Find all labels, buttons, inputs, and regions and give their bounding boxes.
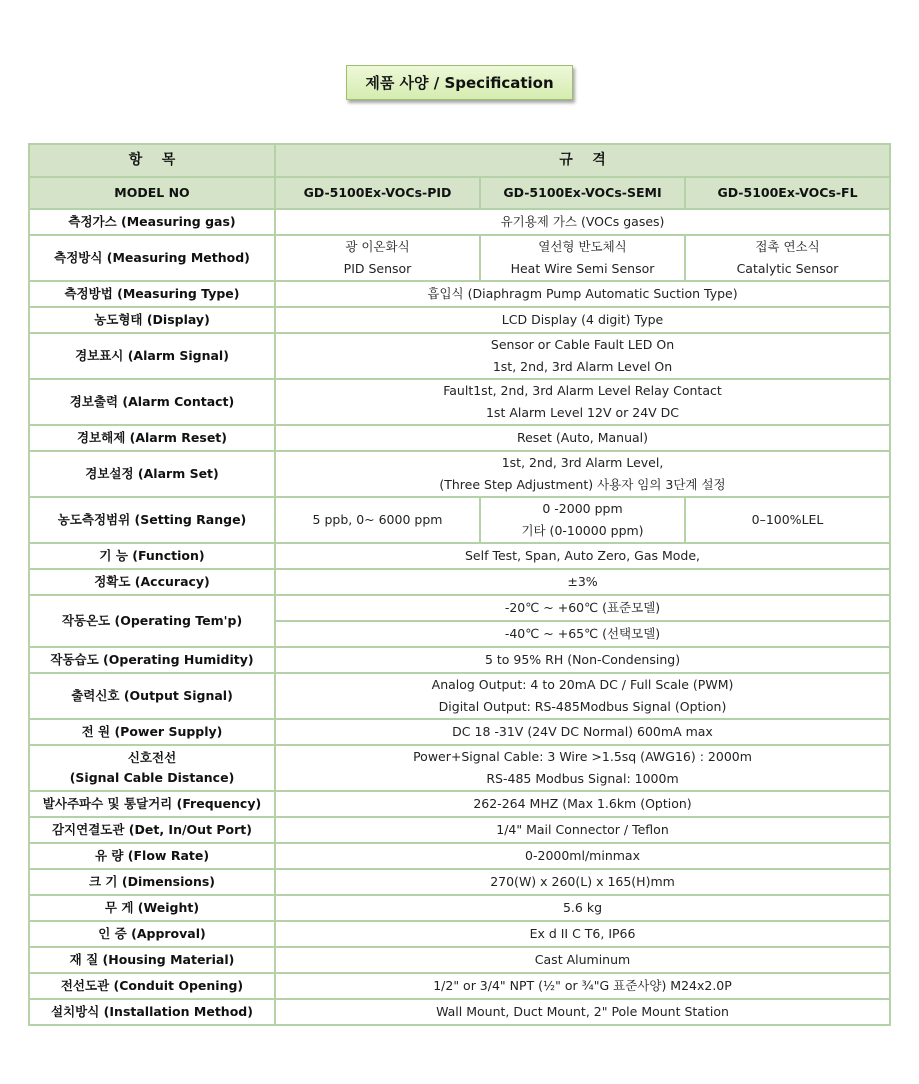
row-value: 흡입식 (Diaphragm Pump Automatic Suction Type) (275, 281, 890, 307)
row-label: 무 게 (Weight) (29, 895, 275, 921)
row-label: 감지연결도관 (Det, In/Out Port) (29, 817, 275, 843)
spec-row (29, 947, 890, 973)
row-label: 측정가스 (Measuring gas) (29, 209, 275, 235)
row-value: 유기용제 가스 (VOCs gases) (275, 209, 890, 235)
range-fl: 0–100%LEL (685, 497, 890, 543)
row-label: 유 량 (Flow Rate) (29, 843, 275, 869)
value-line: 접촉 연소식 (755, 239, 820, 254)
row-label: 측정방법 (Measuring Type) (29, 281, 275, 307)
value-line: Catalytic Sensor (736, 261, 839, 276)
value-line: PID Sensor (343, 261, 412, 276)
value-line: Fault1st, 2nd, 3rd Alarm Level Relay Contact (443, 383, 722, 398)
row-label: 경보표시 (Alarm Signal) (29, 333, 275, 379)
spec-row (29, 281, 890, 307)
row-label: 농도측정범위 (Setting Range) (29, 497, 275, 543)
value-line: -40℃ ~ +65℃ (선택모델) (276, 620, 889, 646)
value-line: (Three Step Adjustment) 사용자 임의 3단계 설정 (439, 477, 726, 492)
spec-row (29, 209, 890, 235)
spec-row (29, 497, 890, 543)
row-value: 5 to 95% RH (Non-Condensing) (275, 647, 890, 673)
method-semi (480, 235, 685, 281)
spec-row (29, 719, 890, 745)
row-value: Ex d II C T6, IP66 (275, 921, 890, 947)
row-value: 1/2" or 3/4" NPT (½" or ¾"G 표준사양) M24x2.0P (275, 973, 890, 999)
spec-row (29, 791, 890, 817)
spec-row (29, 745, 890, 791)
spec-row (29, 895, 890, 921)
row-label: 정확도 (Accuracy) (29, 569, 275, 595)
model-label: MODEL NO (29, 177, 275, 209)
row-label: 기 능 (Function) (29, 543, 275, 569)
model-semi: GD-5100Ex-VOCs-SEMI (480, 177, 685, 209)
model-pid: GD-5100Ex-VOCs-PID (275, 177, 480, 209)
spec-row (29, 235, 890, 281)
value-line: Heat Wire Semi Sensor (510, 261, 655, 276)
row-label: 전선도관 (Conduit Opening) (29, 973, 275, 999)
spec-row (29, 817, 890, 843)
range-semi (480, 497, 685, 543)
value-line: 광 이온화식 (345, 239, 410, 254)
row-label: 작동온도 (Operating Tem'p) (29, 595, 275, 647)
value-line: Digital Output: RS-485Modbus Signal (Option) (438, 699, 727, 714)
spec-row (29, 921, 890, 947)
row-label: 작동습도 (Operating Humidity) (29, 647, 275, 673)
row-label: 경보출력 (Alarm Contact) (29, 379, 275, 425)
page-title: 제품 사양 / Specification (346, 65, 573, 100)
spec-row (29, 673, 890, 719)
method-fl (685, 235, 890, 281)
row-value: 270(W) x 260(L) x 165(H)mm (275, 869, 890, 895)
row-value (275, 379, 890, 425)
spec-row (29, 543, 890, 569)
row-label: 크 기 (Dimensions) (29, 869, 275, 895)
spec-row (29, 451, 890, 497)
item-header: 항 목 (29, 144, 275, 177)
row-label: 설치방식 (Installation Method) (29, 999, 275, 1025)
row-value: Wall Mount, Duct Mount, 2" Pole Mount Station (275, 999, 890, 1025)
row-value: DC 18 -31V (24V DC Normal) 600mA max (275, 719, 890, 745)
row-value: Self Test, Span, Auto Zero, Gas Mode, (275, 543, 890, 569)
row-value: 262-264 MHZ (Max 1.6km (Option) (275, 791, 890, 817)
row-label: 농도형태 (Display) (29, 307, 275, 333)
row-value (275, 595, 890, 647)
row-value: Reset (Auto, Manual) (275, 425, 890, 451)
row-value (275, 333, 890, 379)
value-line: -20℃ ~ +60℃ (표준모델) (504, 600, 661, 615)
spec-header: 규 격 (275, 144, 890, 177)
value-line: Analog Output: 4 to 20mA DC / Full Scale (PWM) (431, 677, 734, 692)
row-value (275, 673, 890, 719)
row-value: 5.6 kg (275, 895, 890, 921)
value-line: 1st, 2nd, 3rd Alarm Level, (501, 455, 664, 470)
spec-row (29, 425, 890, 451)
row-value: Cast Aluminum (275, 947, 890, 973)
value-line: 0 -2000 ppm (542, 501, 623, 516)
value-line: RS-485 Modbus Signal: 1000m (486, 771, 679, 786)
model-fl: GD-5100Ex-VOCs-FL (685, 177, 890, 209)
row-label: 경보설정 (Alarm Set) (29, 451, 275, 497)
row-label: 측정방식 (Measuring Method) (29, 235, 275, 281)
spec-row (29, 647, 890, 673)
row-value: LCD Display (4 digit) Type (275, 307, 890, 333)
row-label: 인 증 (Approval) (29, 921, 275, 947)
spec-row (29, 973, 890, 999)
spec-row (29, 843, 890, 869)
row-value: 1/4" Mail Connector / Teflon (275, 817, 890, 843)
row-value (275, 745, 890, 791)
model-row (29, 177, 890, 209)
value-line: 1st, 2nd, 3rd Alarm Level On (492, 359, 673, 374)
row-value: 0-2000ml/minmax (275, 843, 890, 869)
row-label: 출력신호 (Output Signal) (29, 673, 275, 719)
row-label: 경보해제 (Alarm Reset) (29, 425, 275, 451)
row-value: ±3% (275, 569, 890, 595)
value-line: 기타 (0-10000 ppm) (521, 523, 644, 538)
spec-row (29, 333, 890, 379)
header-row (29, 144, 890, 177)
row-label: 발사주파수 및 통달거리 (Frequency) (29, 791, 275, 817)
row-value (275, 451, 890, 497)
spec-table (28, 143, 891, 1026)
spec-row (29, 869, 890, 895)
row-label (29, 745, 275, 791)
spec-row (29, 999, 890, 1025)
value-line: Power+Signal Cable: 3 Wire >1.5sq (AWG16) : 2000m (413, 749, 752, 764)
label-line: (Signal Cable Distance) (69, 770, 235, 785)
value-line: 열선형 반도체식 (538, 239, 627, 254)
range-pid: 5 ppb, 0~ 6000 ppm (275, 497, 480, 543)
method-pid (275, 235, 480, 281)
label-line: 신호전선 (127, 750, 177, 765)
spec-row (29, 307, 890, 333)
row-label: 전 원 (Power Supply) (29, 719, 275, 745)
spec-row (29, 595, 890, 647)
value-line: 1st Alarm Level 12V or 24V DC (485, 405, 680, 420)
spec-row (29, 379, 890, 425)
spec-row (29, 569, 890, 595)
row-label: 재 질 (Housing Material) (29, 947, 275, 973)
value-line: Sensor or Cable Fault LED On (490, 337, 675, 352)
